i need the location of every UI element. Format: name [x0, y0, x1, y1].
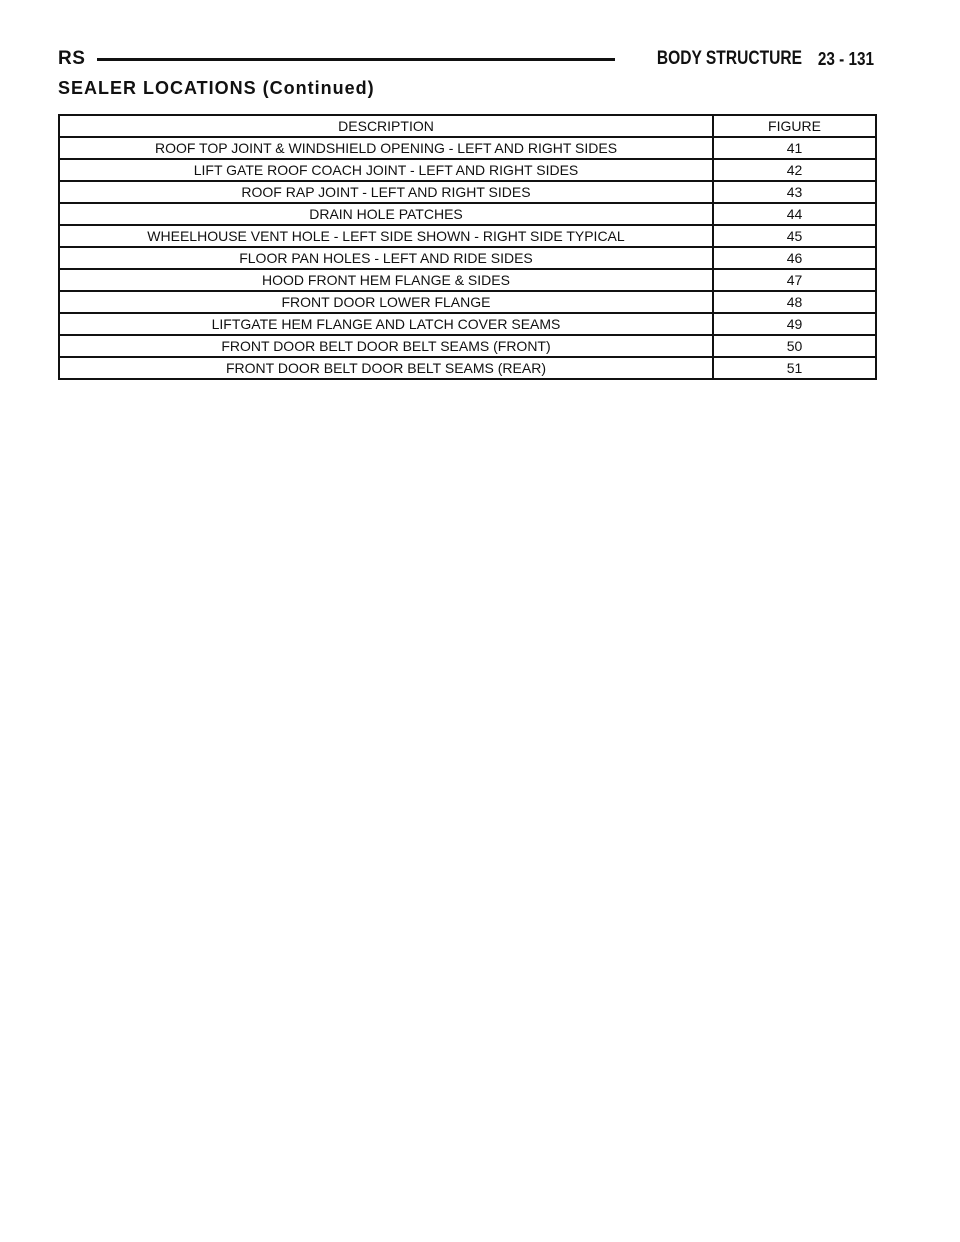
- description-cell: LIFTGATE HEM FLANGE AND LATCH COVER SEAMS: [59, 313, 713, 335]
- table-row: [59, 313, 876, 335]
- figure-cell: 50: [713, 335, 876, 357]
- description-cell: HOOD FRONT HEM FLANGE & SIDES: [59, 269, 713, 291]
- figure-cell: 51: [713, 357, 876, 379]
- table-row: [59, 159, 876, 181]
- header-page-number: 23 - 131: [817, 48, 874, 69]
- table-row: [59, 203, 876, 225]
- description-cell: FRONT DOOR BELT DOOR BELT SEAMS (FRONT): [59, 335, 713, 357]
- figure-cell: 44: [713, 203, 876, 225]
- page-header: [58, 44, 874, 74]
- header-rule: [97, 58, 615, 61]
- description-cell: ROOF RAP JOINT - LEFT AND RIGHT SIDES: [59, 181, 713, 203]
- table-row: [59, 137, 876, 159]
- figure-cell: 46: [713, 247, 876, 269]
- table-row: [59, 225, 876, 247]
- table-row: [59, 269, 876, 291]
- table-row: [59, 247, 876, 269]
- description-cell: ROOF TOP JOINT & WINDSHIELD OPENING - LEFT AND RIGHT SIDES: [59, 137, 713, 159]
- description-cell: LIFT GATE ROOF COACH JOINT - LEFT AND RIGHT SIDES: [59, 159, 713, 181]
- sealer-locations-table: [58, 114, 877, 380]
- figure-cell: 41: [713, 137, 876, 159]
- table-row: [59, 181, 876, 203]
- column-header-description: DESCRIPTION: [59, 115, 713, 137]
- header-code: RS: [58, 48, 86, 69]
- column-header-figure: FIGURE: [713, 115, 876, 137]
- figure-cell: 45: [713, 225, 876, 247]
- table-row: [59, 335, 876, 357]
- figure-cell: 49: [713, 313, 876, 335]
- table-row: [59, 357, 876, 379]
- figure-cell: 42: [713, 159, 876, 181]
- description-cell: FRONT DOOR LOWER FLANGE: [59, 291, 713, 313]
- table-header-row: [59, 115, 876, 137]
- figure-cell: 48: [713, 291, 876, 313]
- description-cell: DRAIN HOLE PATCHES: [59, 203, 713, 225]
- description-cell: WHEELHOUSE VENT HOLE - LEFT SIDE SHOWN - RIGHT SIDE TYPICAL: [59, 225, 713, 247]
- figure-cell: 47: [713, 269, 876, 291]
- description-cell: FRONT DOOR BELT DOOR BELT SEAMS (REAR): [59, 357, 713, 379]
- description-cell: FLOOR PAN HOLES - LEFT AND RIDE SIDES: [59, 247, 713, 269]
- section-title: SEALER LOCATIONS (Continued): [58, 78, 375, 98]
- figure-cell: 43: [713, 181, 876, 203]
- table-row: [59, 291, 876, 313]
- header-section-title: BODY STRUCTURE: [656, 48, 802, 69]
